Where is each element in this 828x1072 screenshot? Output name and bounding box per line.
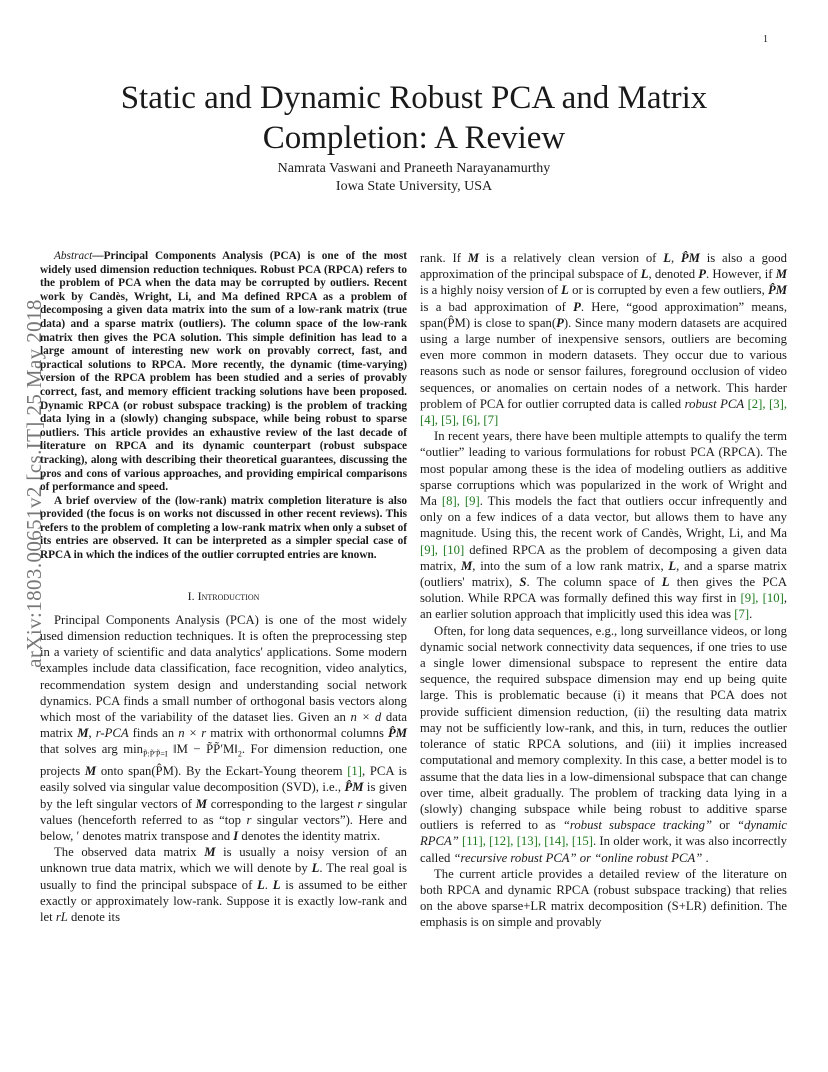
math-inline: rL [55,910,68,925]
body-text: . In older work, it was also incorrectly called [420,834,788,865]
math-inline: M [775,267,788,282]
intro-text: is assumed to be either exactly or approximately low-rank. Suppose it is exactly low-rank and let [40,877,407,925]
intro-text: that solves arg min [40,742,144,757]
body-text: , into the sum of a low rank matrix, [472,558,669,573]
body-text: , and a sparse matrix (outliers' matrix), [420,558,787,590]
author-names: Namrata Vaswani and Praneeth Narayanamurthy [277,161,551,176]
intro-text: . The real goal is usually to find the principal subspace of [40,861,407,892]
citation-link[interactable]: [7] [734,607,750,622]
body-text: , an earlier solution approach that implicitly used this idea was [420,591,787,622]
body-text: or [712,818,737,833]
citation-links[interactable]: [11], [12], [13], [14], [15] [462,834,593,849]
intro-text: matrix with orthonormal columns [206,726,388,741]
body-text: defined RPCA as the problem of decomposing a given data matrix, [420,542,787,573]
math-inline: ‖M − P̃P̃′M‖ [167,742,238,757]
body-paragraph-3 [420,623,787,866]
citation-links[interactable]: [9], [10] [420,542,465,557]
math-inline: r [246,812,252,827]
intro-text: . [264,877,273,892]
math-inline: M [77,726,89,741]
body-paragraph-4: The current article provides a detailed review of the literature on both RPCA and dynamic RPCA (robust subspace tracking) that relies on the above sparse+LR matrix decomposition (S+LR) definition. The emphasis is on simple and provably [420,866,787,930]
right-column [420,250,787,931]
math-inline: L [311,861,320,876]
intro-text: Principal Components Analysis (PCA) is one of the most widely used dimension reduction techniques. It is often the preprocessing step in a variety of scientific and data analytics' applications. Some modern examples include data classification, face recognition, video analytics, recommendation system design and understanding social network dynamics. PCA finds a small number of orthogonal basis vectors along which most of the variability of the dataset lies. Given an [40,612,407,725]
intro-text: is given by the left singular vectors of [40,780,408,811]
body-text: , denoted [648,267,699,282]
body-text: . [702,850,709,865]
body-text: . Here, “good approximation” means, span(P̂M) is close to span( [420,299,787,330]
body-text: , [670,251,681,265]
math-inline: M [461,558,473,573]
abstract [40,250,407,563]
intro-text: singular values (henceforth referred to as “top [40,796,407,827]
body-text: is also a good approximation of the principal subspace of [420,251,787,282]
intro-text: is usually a noisy version of an unknown true data matrix, which we will denote by [40,845,407,876]
body-text: then gives the PCA solution. While RPCA was formally defined this way first in [420,575,788,606]
intro-text: denotes the identity matrix. [238,829,381,844]
citation-links[interactable]: [8], [9] [441,494,480,509]
body-text: . The column space of [526,575,662,590]
body-text: . However, if [706,267,776,282]
abstract-text-1: —Principal Components Analysis (PCA) is one of the most widely used dimension reduction techniques. Robust PCA (RPCA) refers to the problem of PCA when the data may be corrupted by outliers. Recent work by Candès, Wright, Li, and Ma defined RPCA as a problem of decomposing a given data matrix into the sum of a low-rank matrix (true data) and a sparse matrix (outliers). The column space of the low-rank matrix then gives the PCA solution. This simple definition has lead to a large amount of interesting new work on provably correct, fast, and practical solutions to RPCA. More recently, the dynamic (time-varying) version of the RPCA problem has been studied and a series of provably correct, fast, and memory efficient tracking solutions have been proposed. Dynamic RPCA (or robust subspace tracking) is the problem of tracking data lying in a (slowly) changing subspace, while being robust to sparse outliers. This article provides an exhaustive review of the last decade of literature on RPCA and its dynamic counterpart (robust subspace tracking), along with describing their theoretical guarantees, discussing the pros and cons of various approaches, and providing empirical comparisons of performance and speed. [40,250,407,494]
math-inline: P̂M [680,251,700,265]
body-text: is a highly noisy version of [420,283,562,298]
math-inline: M [195,796,208,811]
math-inline: n × r [178,726,207,741]
math-inline: M [467,251,480,265]
math-inline: L [668,558,677,573]
intro-text: finds an [128,726,179,741]
body-text: or is corrupted by even a few outliers, [568,283,768,298]
math-subscript: 2 [237,750,242,760]
body-text: . This models the fact that outliers occur infrequently and only on a few indices of a data vector, but allows them to have any magnitude. Using this, the recent work of Candès, Wright, Li, and Ma [420,494,787,541]
math-inline: P̂M [387,726,408,741]
term-dynamic-rpca: “dynamic RPCA” [420,818,787,849]
abstract-label: Abstract [54,250,93,262]
intro-paragraph-1 [40,612,407,844]
intro-text: corresponding to the largest [207,796,358,811]
math-inline: L [663,251,671,265]
abstract-paragraph-1 [40,250,407,495]
term-robust-pca: robust PCA [684,396,745,411]
math-inline: r [357,796,363,811]
math-inline: I [233,829,239,844]
body-paragraph-2 [420,428,787,622]
citation-links[interactable]: [2], [3], [4], [5], [6], [7] [420,396,787,428]
math-inline: P [556,315,564,330]
term-r-pca: r-PCA [95,726,129,741]
page-number: 1 [763,34,768,45]
term-robust-subspace-tracking: “robust subspace tracking” [562,818,713,833]
body-text: rank. If [420,251,468,265]
body-text: is a bad approximation of [420,299,574,314]
math-inline: P̂M [344,780,364,795]
math-inline: L [272,877,281,892]
body-text: In recent years, there have been multiple attempts to qualify the term “outlier” leading to various formulations for robust PCA (RPCA). The most popular among these is the idea of modeling outliers as additive sparse corruptions which was popularized in the work of Wright and Ma [420,429,787,509]
citation-link[interactable]: [1] [347,764,362,779]
intro-text: . For dimension reduction, one projects [40,742,408,779]
intro-text: data matrix [40,710,408,741]
abstract-paragraph-2: A brief overview of the (low-rank) matrix completion literature is also provided (the focus is on works not discussed in other recent reviews). This refers to the problem of completing a low-rank matrix when only a subset of its entries are observed. It can be interpreted as a simpler special case of RPCA in which the indices of the outlier corrupted entries are known. [40,494,407,562]
intro-text: , [88,726,96,741]
math-inline: L [257,877,265,892]
term-recursive-robust-pca: “recursive robust PCA” or “online robust PCA” [453,850,703,865]
body-text: Often, for long data sequences, e.g., long surveillance videos, or long dynamic social network connectivity data sequences, if one tries to use a single lower dimensional subspace to represent the entire data sequence, the required subspace dimension may end up being quite large. This is problematic because (i) it means that PCA does not provide sufficient dimension reduction, (ii) the resulting data matrix may not be sufficiently low-rank, and this, in turn, reduces the outlier tolerance of static RPCA solutions, and (iii) it implies increased computational and memory complexity. In this case, a better model is to assume that the data lies in a low-dimensional subspace that can change over time, albeit gradually. The problem of tracking data lying in a (slowly) changing subspace while being robust to additive sparse outliers is referred to as [420,623,787,833]
body-text: . [749,607,753,622]
math-inline: L [561,283,569,298]
math-inline: P [698,267,707,282]
math-inline: P̂M [767,283,787,298]
math-inline: M [204,845,216,860]
math-inline: L [640,267,649,282]
section-numeral: I. [187,588,195,603]
math-subscript: P̃:P̃′P̃=I [143,750,168,760]
intro-text: The observed data matrix [54,845,205,860]
citation-links[interactable]: [9], [10] [740,591,784,606]
section-name: Introduction [197,588,260,603]
section-heading-introduction [40,588,407,604]
paper-title: Static and Dynamic Robust PCA and Matrix Completion: A Review [120,80,708,156]
intro-text: denote its [67,910,121,925]
math-inline: P [573,299,581,314]
author-affiliation: Iowa State University, USA [335,179,493,194]
author-block [80,160,748,196]
math-inline: M [84,764,97,779]
math-inline: n × d [350,710,382,725]
intro-text: , PCA is easily solved via singular value decomposition (SVD), i.e., [40,764,407,795]
body-text: ). Since many modern datasets are acquired using a large number of inexpensive sensors, outliers are becoming even more common in modern datasets. They occur due to various reasons such as node or sensor failures, foreground occlusion of video sequences, or anomalies on certain nodes of a network. This harder problem of PCA for outlier corrupted data is called [420,315,787,411]
body-text: is a relatively clean version of [479,251,664,265]
body-paragraph-1 [420,250,787,428]
left-column [40,250,407,925]
math-inline: S [519,575,527,590]
arxiv-identifier-text: arXiv:1803.00651v2 [cs.IT] 25 May 2018 [21,298,46,668]
math-inline: L [661,575,670,590]
intro-paragraph-2 [40,844,407,925]
intro-text: onto span(P̂M). By the Eckart-Young theorem [96,764,348,779]
intro-text: singular vectors”). Here and below, ′ denotes matrix transpose and [40,812,407,844]
